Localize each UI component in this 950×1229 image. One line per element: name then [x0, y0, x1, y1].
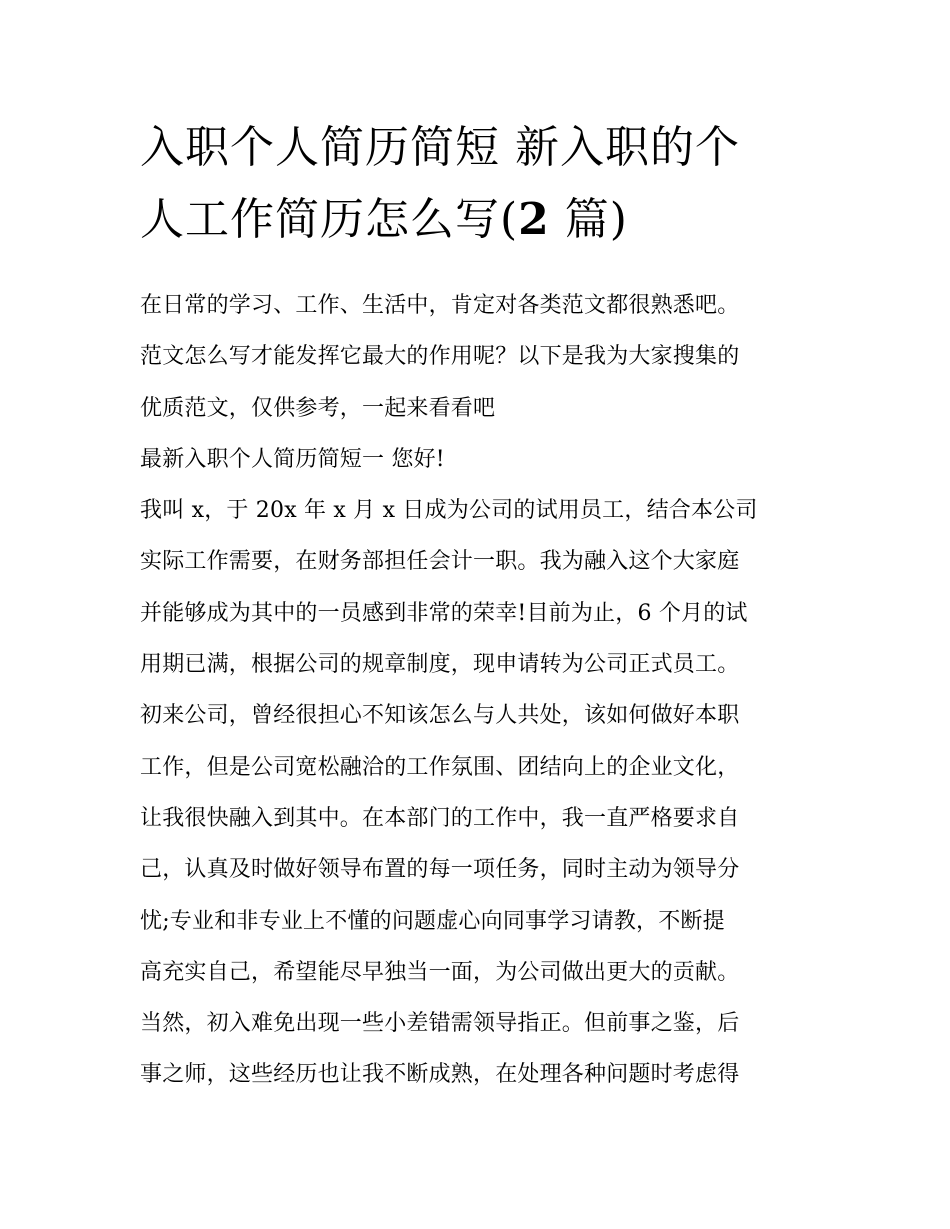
body-line: 实际工作需要，在财务部担任会计一职。我为融入这个大家庭	[140, 549, 740, 575]
body-line: 优质范文，仅供参考，一起来看看吧	[140, 395, 496, 421]
body-line: 我叫 x，于 20x 年 x 月 x 日成为公司的试用员工，结合本公司	[140, 498, 758, 524]
title-line-1: 入职个人简历简短 新入职的个	[140, 122, 740, 173]
body-line: 在日常的学习、工作、生活中，肯定对各类范文都很熟悉吧。	[140, 293, 740, 318]
body-line: 让我很快融入到其中。在本部门的工作中，我一直严格要求自	[140, 805, 740, 831]
document-body	[140, 280, 820, 1101]
body-line: 己，认真及时做好领导布置的每一项任务，同时主动为领导分	[140, 857, 740, 883]
body-line: 高充实自己，希望能尽早独当一面，为公司做出更大的贡献。	[140, 959, 740, 985]
body-line: 工作，但是公司宽松融洽的工作氛围、团结向上的企业文化，	[140, 754, 740, 780]
body-line: 并能够成为其中的一员感到非常的荣幸!目前为止，6 个月的试	[140, 600, 748, 626]
section-heading: 最新入职个人简历简短一 您好!	[140, 446, 445, 472]
body-line: 当然，初入难免出现一些小差错需领导指正。但前事之鉴，后	[140, 1011, 740, 1037]
body-line: 初来公司，曾经很担心不知该怎么与人共处，该如何做好本职	[140, 703, 740, 729]
title-count: 2	[518, 194, 550, 245]
title-line-2-text: 人工作简历怎么写(	[140, 194, 519, 245]
body-line: 范文怎么写才能发挥它最大的作用呢？以下是我为大家搜集的	[140, 344, 740, 370]
title-line-2-suffix: 篇)	[549, 194, 628, 245]
document-title	[140, 112, 820, 256]
body-line: 忧;专业和非专业上不懂的问题虚心向同事学习请教，不断提	[140, 908, 725, 934]
body-line: 事之师，这些经历也让我不断成熟，在处理各种问题时考虑得	[140, 1062, 740, 1088]
body-line: 用期已满，根据公司的规章制度，现申请转为公司正式员工。	[140, 652, 740, 678]
